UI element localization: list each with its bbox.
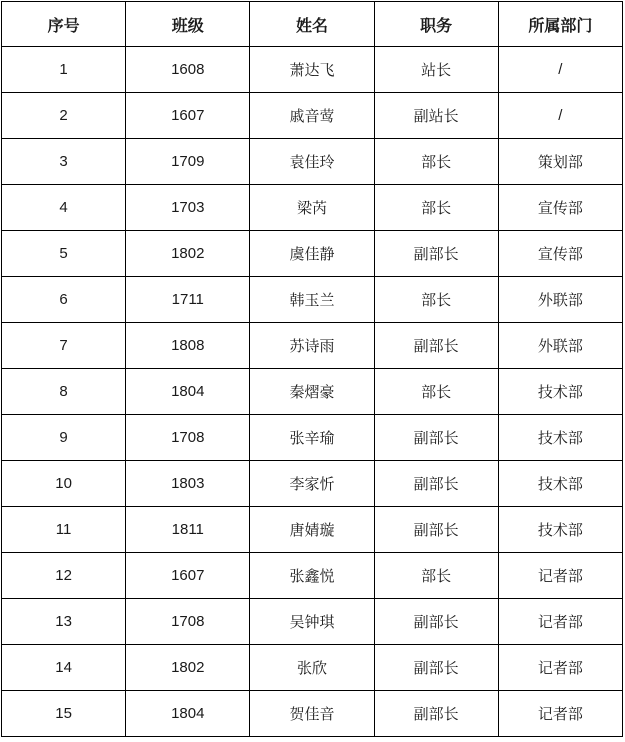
cell-department: 技术部 xyxy=(498,415,622,461)
cell-serial: 11 xyxy=(2,507,126,553)
cell-serial: 5 xyxy=(2,231,126,277)
cell-class: 1803 xyxy=(126,461,250,507)
cell-serial: 14 xyxy=(2,645,126,691)
cell-class: 1804 xyxy=(126,369,250,415)
cell-position: 副部长 xyxy=(374,323,498,369)
header-cell-position: 职务 xyxy=(374,2,498,47)
cell-name: 张欣 xyxy=(250,645,374,691)
cell-name: 虞佳静 xyxy=(250,231,374,277)
cell-name: 韩玉兰 xyxy=(250,277,374,323)
cell-serial: 2 xyxy=(2,93,126,139)
cell-name: 吴钟琪 xyxy=(250,599,374,645)
cell-class: 1708 xyxy=(126,415,250,461)
cell-department: 记者部 xyxy=(498,645,622,691)
header-row xyxy=(2,2,623,47)
header-cell-class: 班级 xyxy=(126,2,250,47)
cell-department: 记者部 xyxy=(498,691,622,737)
cell-name: 梁芮 xyxy=(250,185,374,231)
table-row xyxy=(2,47,623,93)
cell-position: 副部长 xyxy=(374,231,498,277)
cell-department: 宣传部 xyxy=(498,185,622,231)
cell-name: 唐婧璇 xyxy=(250,507,374,553)
cell-position: 副部长 xyxy=(374,507,498,553)
cell-position: 部长 xyxy=(374,277,498,323)
cell-department: / xyxy=(498,93,622,139)
cell-serial: 15 xyxy=(2,691,126,737)
cell-serial: 9 xyxy=(2,415,126,461)
cell-position: 副部长 xyxy=(374,461,498,507)
cell-department: / xyxy=(498,47,622,93)
table-header xyxy=(2,2,623,47)
cell-name: 贺佳音 xyxy=(250,691,374,737)
cell-serial: 3 xyxy=(2,139,126,185)
table-row xyxy=(2,323,623,369)
table-row xyxy=(2,461,623,507)
cell-class: 1703 xyxy=(126,185,250,231)
cell-class: 1607 xyxy=(126,93,250,139)
cell-serial: 10 xyxy=(2,461,126,507)
cell-class: 1811 xyxy=(126,507,250,553)
cell-position: 副部长 xyxy=(374,691,498,737)
cell-class: 1709 xyxy=(126,139,250,185)
cell-position: 部长 xyxy=(374,369,498,415)
cell-name: 李家忻 xyxy=(250,461,374,507)
cell-class: 1802 xyxy=(126,231,250,277)
cell-name: 苏诗雨 xyxy=(250,323,374,369)
cell-name: 张鑫悦 xyxy=(250,553,374,599)
header-cell-department: 所属部门 xyxy=(498,2,622,47)
cell-department: 技术部 xyxy=(498,369,622,415)
cell-position: 副站长 xyxy=(374,93,498,139)
cell-class: 1608 xyxy=(126,47,250,93)
cell-department: 外联部 xyxy=(498,277,622,323)
cell-position: 副部长 xyxy=(374,599,498,645)
header-cell-name: 姓名 xyxy=(250,2,374,47)
cell-name: 张辛瑜 xyxy=(250,415,374,461)
cell-department: 外联部 xyxy=(498,323,622,369)
cell-class: 1802 xyxy=(126,645,250,691)
cell-serial: 4 xyxy=(2,185,126,231)
cell-department: 记者部 xyxy=(498,599,622,645)
cell-department: 记者部 xyxy=(498,553,622,599)
cell-position: 部长 xyxy=(374,139,498,185)
cell-class: 1711 xyxy=(126,277,250,323)
table-row xyxy=(2,645,623,691)
table-row xyxy=(2,93,623,139)
cell-department: 技术部 xyxy=(498,507,622,553)
table-row xyxy=(2,507,623,553)
cell-position: 部长 xyxy=(374,553,498,599)
cell-serial: 13 xyxy=(2,599,126,645)
cell-serial: 6 xyxy=(2,277,126,323)
cell-position: 部长 xyxy=(374,185,498,231)
table-row xyxy=(2,277,623,323)
table-row xyxy=(2,369,623,415)
table-row xyxy=(2,415,623,461)
cell-name: 萧达飞 xyxy=(250,47,374,93)
cell-name: 戚音莺 xyxy=(250,93,374,139)
table-row xyxy=(2,691,623,737)
cell-position: 副部长 xyxy=(374,415,498,461)
cell-serial: 7 xyxy=(2,323,126,369)
table-body xyxy=(2,47,623,737)
cell-class: 1607 xyxy=(126,553,250,599)
cell-department: 技术部 xyxy=(498,461,622,507)
cell-serial: 8 xyxy=(2,369,126,415)
cell-department: 策划部 xyxy=(498,139,622,185)
table-row xyxy=(2,185,623,231)
cell-position: 站长 xyxy=(374,47,498,93)
table-row xyxy=(2,553,623,599)
cell-serial: 1 xyxy=(2,47,126,93)
roster-table xyxy=(1,1,623,737)
table-row xyxy=(2,139,623,185)
cell-name: 袁佳玲 xyxy=(250,139,374,185)
cell-serial: 12 xyxy=(2,553,126,599)
table-row xyxy=(2,599,623,645)
table-row xyxy=(2,231,623,277)
cell-position: 副部长 xyxy=(374,645,498,691)
cell-class: 1708 xyxy=(126,599,250,645)
header-cell-serial: 序号 xyxy=(2,2,126,47)
cell-name: 秦熠豪 xyxy=(250,369,374,415)
cell-class: 1808 xyxy=(126,323,250,369)
cell-class: 1804 xyxy=(126,691,250,737)
cell-department: 宣传部 xyxy=(498,231,622,277)
